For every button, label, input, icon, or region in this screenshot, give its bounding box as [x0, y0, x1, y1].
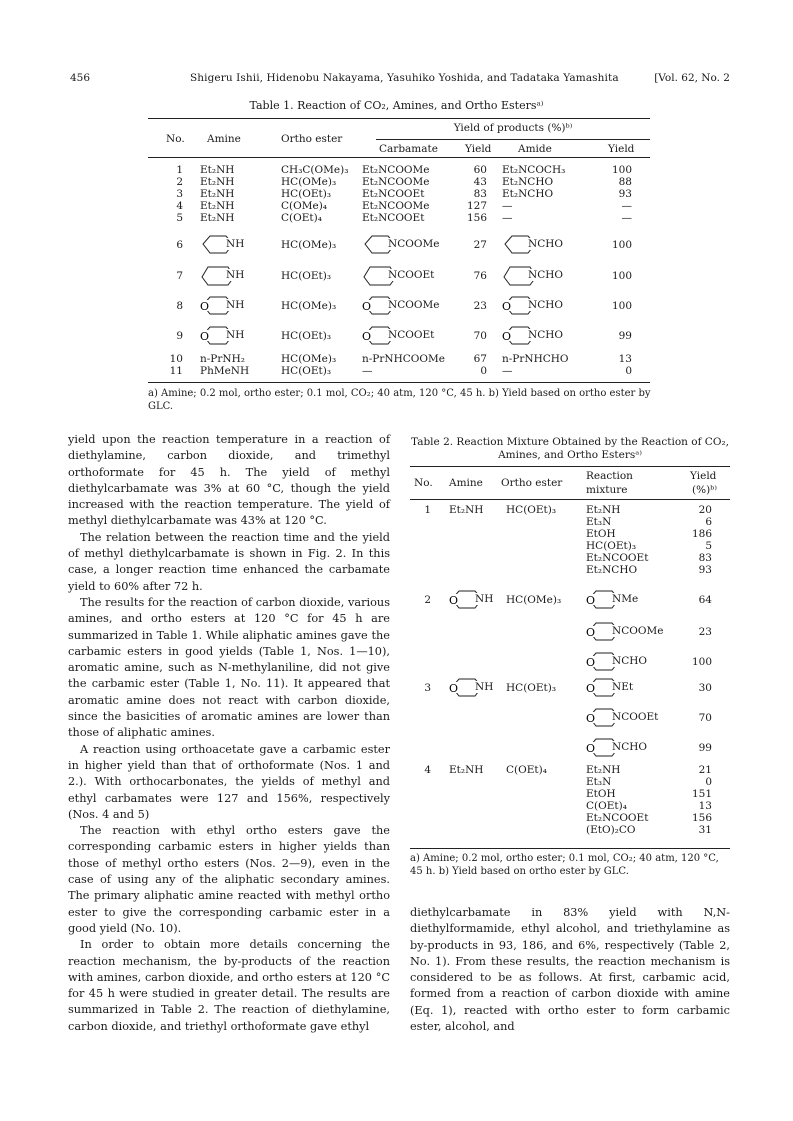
ring-substituent-label: NCHO — [528, 238, 563, 250]
ring-substituent-label: NEt — [612, 681, 634, 693]
carbamate-yield-cell: 43 — [473, 176, 487, 188]
table1-yield2-header: Yield — [608, 143, 635, 155]
amide-cell: — — [502, 365, 513, 377]
ring-substituent-label: NH — [475, 681, 494, 693]
amide-yield-cell: 99 — [618, 330, 632, 342]
mixture-component: EtOH — [586, 788, 616, 800]
mixture-yield: 100 — [691, 656, 712, 668]
ortho-ester-cell: C(OMe)₄ — [281, 200, 328, 212]
mixture-yield: 20 — [698, 504, 712, 516]
ortho-ester-cell: C(OEt)₄ — [506, 764, 547, 776]
ring-structure — [362, 263, 434, 287]
paragraph: yield upon the reaction temperature in a reaction of diethylamine, carbon dioxide, and trimethyl orthoformate for 45 h. The yield of methyl diethylcarbamate was 3% at 60 °C, though the yield increased with the reaction temperature. The yield of methyl diethylcarbamate was 43% at 120 °C. — [68, 433, 390, 528]
carbamate-yield-cell: 127 — [466, 200, 487, 212]
amine-cell: PhMeNH — [200, 365, 250, 377]
group-number: 1 — [424, 504, 431, 516]
mixture-yield: 93 — [698, 564, 712, 576]
ring-oxygen-label: O — [586, 682, 596, 695]
ring-substituent-label: NCOOEt — [612, 711, 659, 723]
mixture-yield: 13 — [698, 800, 712, 812]
mixture-component: (EtO)₂CO — [586, 824, 636, 836]
amide-cell: Et₂NCHO — [502, 188, 554, 200]
ring-substituent-label: NCHO — [528, 329, 563, 341]
group-number: 4 — [424, 764, 431, 776]
ortho-ester-cell: HC(OEt)₃ — [281, 330, 332, 342]
paragraph: The relation between the reaction time and the yield of methyl diethylcarbamate is shown in Fig. 2. In this case, a longer reaction time enhanced the carbamate yield to 60% after 72 h. — [68, 530, 390, 593]
author-line: Shigeru Ishii, Hidenobu Nakayama, Yasuhiko Yoshida, and Tadataka Yamashita — [190, 72, 619, 84]
table2-mix-header-2: mixture — [586, 484, 628, 496]
paragraph: In order to obtain more details concerning the reaction mechanism, the by-products of the reaction with amines, carbon dioxide, and ortho esters at 120 °C for 45 h were studied in greater detail. The results are summarized in Table 2. The reaction of diethylamine, carbon dioxide, and triethyl orthoformate gave ethyl — [68, 938, 390, 1033]
ring-oxygen-label: O — [200, 300, 210, 313]
carbamate-yield-cell: 60 — [473, 164, 487, 176]
mixture-component: HC(OEt)₃ — [586, 540, 637, 552]
carbamate-yield-cell: 83 — [473, 188, 487, 200]
table2-yield-header-1: Yield — [690, 470, 717, 482]
ring-substituent-label: NH — [226, 329, 245, 341]
ring-substituent-label: NCOOEt — [388, 269, 435, 281]
row-number: 6 — [176, 239, 183, 251]
ring-substituent-label: NMe — [612, 593, 639, 605]
table1-carbamate-header: Carbamate — [379, 143, 438, 155]
ortho-ester-cell: HC(OMe)₃ — [281, 176, 337, 188]
amide-yield-cell: 0 — [625, 365, 632, 377]
mixture-component: Et₃N — [586, 776, 612, 788]
table1-amide-header: Amide — [518, 143, 552, 155]
ortho-ester-cell: HC(OMe)₃ — [281, 353, 337, 365]
carbamate-cell — [362, 323, 434, 350]
row-number: 9 — [176, 330, 183, 342]
amine-cell: Et₂NH — [200, 188, 235, 200]
table2-header-rule — [410, 499, 730, 500]
mixture-component: Et₂NCHO — [586, 564, 638, 576]
amide-cell: Et₂NCHO — [502, 176, 554, 188]
ring-structure — [502, 323, 563, 347]
amine-cell — [200, 293, 244, 320]
amine-cell — [200, 263, 244, 290]
row-number: 8 — [176, 300, 183, 312]
paragraph: A reaction using orthoacetate gave a carbamic ester in higher yield than that of orthoformate (Nos. 1 and 2.). With orthocarbonates, the yields of methyl and ethyl carbamates were 127 and 156%, respectively (Nos. 4 and 5) — [68, 742, 390, 821]
ring-structure — [200, 293, 244, 317]
mixture-component: Et₃N — [586, 516, 612, 528]
mixture-yield: 99 — [698, 742, 712, 754]
ring-oxygen-label: O — [362, 330, 372, 343]
ortho-ester-cell: HC(OMe)₃ — [506, 594, 562, 606]
page-number: 456 — [70, 72, 91, 84]
amide-yield-cell: — — [621, 200, 632, 212]
carbamate-cell: Et₂NCOOEt — [362, 212, 425, 224]
ring-oxygen-label: O — [449, 682, 459, 695]
mixture-yield: 186 — [691, 528, 712, 540]
row-number: 2 — [176, 176, 183, 188]
ring-structure — [586, 735, 647, 759]
table2-top-rule — [410, 466, 730, 467]
amine-cell: Et₂NH — [449, 764, 484, 776]
table1-bottom-rule — [148, 382, 650, 383]
mixture-yield: 156 — [691, 812, 712, 824]
ring-substituent-label: NCOOMe — [388, 238, 440, 250]
carbamate-yield-cell: 23 — [473, 300, 487, 312]
table1-footnote: a) Amine; 0.2 mol, ortho ester; 0.1 mol, CO₂; 40 atm, 120 °C, 45 h. b) Yield based on ortho ester by GLC. — [148, 388, 651, 412]
mixture-yield: 6 — [705, 516, 712, 528]
table1-group-rule — [376, 139, 650, 140]
carbamate-cell — [362, 232, 439, 259]
amide-cell — [502, 263, 563, 290]
amide-yield-cell: 100 — [611, 270, 632, 282]
carbamate-cell — [362, 293, 439, 320]
row-number: 4 — [176, 200, 183, 212]
carbamate-yield-cell: 27 — [473, 239, 487, 251]
mixture-yield: 5 — [705, 540, 712, 552]
ring-substituent-label: NCOOMe — [388, 299, 440, 311]
row-number: 10 — [169, 353, 183, 365]
mixture-yield: 83 — [698, 552, 712, 564]
ring-substituent-label: NCHO — [528, 299, 563, 311]
mixture-component — [586, 619, 663, 646]
ortho-ester-cell: HC(OEt)₃ — [281, 270, 332, 282]
ring-structure — [586, 619, 663, 643]
amide-yield-cell: — — [621, 212, 632, 224]
carbamate-cell: Et₂NCOOMe — [362, 200, 430, 212]
row-number: 11 — [169, 365, 183, 377]
ring-structure — [502, 263, 563, 287]
amide-yield-cell: 100 — [611, 164, 632, 176]
amide-cell: — — [502, 212, 513, 224]
table2-ortho-header: Ortho ester — [501, 477, 563, 489]
running-header — [0, 72, 793, 88]
ring-oxygen-label: O — [449, 594, 459, 607]
amine-cell: Et₂NH — [200, 164, 235, 176]
ring-structure — [502, 232, 563, 256]
paragraph: The reaction with ethyl ortho esters gave the corresponding carbamic esters in higher yields than those of methyl ortho esters (Nos. 2—9), even in the case of using any of the aliphatic secondary amines. The primary aliphatic amine reacted with methyl ortho ester to give the corresponding carbamic ester in a good yield (No. 10). — [68, 824, 390, 935]
ring-structure — [200, 323, 244, 347]
amine-cell — [449, 675, 493, 702]
paragraph: The results for the reaction of carbon dioxide, various amines, and ortho esters at 120 °C for 45 h are summarized in Table 1. While aliphatic amines gave the carbamic esters in good yields (Table 1, Nos. 1—10), aromatic amine, such as N-methylaniline, did not give the carbamic ester (Table 1, No. 11). It appeared that aromatic amine does not react with carbon dioxide, since the basicities of aromatic amines are lower than those of aliphatic amines. — [68, 595, 390, 740]
ring-substituent-label: NH — [226, 238, 245, 250]
ring-oxygen-label: O — [586, 712, 596, 725]
ring-oxygen-label: O — [586, 656, 596, 669]
carbamate-cell: Et₂NCOOMe — [362, 164, 430, 176]
amide-yield-cell: 100 — [611, 300, 632, 312]
ring-structure — [362, 323, 434, 347]
amine-cell — [200, 323, 244, 350]
row-number: 3 — [176, 188, 183, 200]
mixture-component — [586, 587, 638, 614]
carbamate-cell: — — [362, 365, 373, 377]
amide-cell — [502, 323, 563, 350]
table2-bottom-rule — [410, 848, 730, 849]
row-number: 5 — [176, 212, 183, 224]
mixture-yield: 31 — [698, 824, 712, 836]
ring-structure — [200, 263, 244, 287]
ring-structure — [449, 675, 493, 699]
ring-oxygen-label: O — [362, 300, 372, 313]
ring-oxygen-label: O — [502, 300, 512, 313]
amide-yield-cell: 93 — [618, 188, 632, 200]
carbamate-cell: Et₂NCOOMe — [362, 176, 430, 188]
mixture-component: Et₂NH — [586, 504, 621, 516]
amide-cell — [502, 293, 563, 320]
row-number: 7 — [176, 270, 183, 282]
mixture-component: Et₂NCOOEt — [586, 812, 649, 824]
amine-cell: Et₂NH — [200, 200, 235, 212]
ring-structure — [449, 587, 493, 611]
ring-oxygen-label: O — [502, 330, 512, 343]
table2-amine-header: Amine — [449, 477, 483, 489]
ortho-ester-cell: HC(OEt)₃ — [281, 365, 332, 377]
table2-footnote: a) Amine; 0.2 mol, ortho ester; 0.1 mol, CO₂; 40 atm, 120 °C, 45 h. b) Yield based on ortho ester by GLC. — [410, 853, 719, 877]
amide-cell: — — [502, 200, 513, 212]
ring-substituent-label: NH — [226, 269, 245, 281]
amine-cell: Et₂NH — [449, 504, 484, 516]
group-number: 2 — [424, 594, 431, 606]
mixture-component — [586, 675, 633, 702]
ring-oxygen-label: O — [586, 626, 596, 639]
right-text-column — [410, 905, 730, 1035]
ring-oxygen-label: O — [586, 742, 596, 755]
mixture-component — [586, 735, 647, 762]
ring-substituent-label: NCHO — [528, 269, 563, 281]
carbamate-cell: n-PrNHCOOMe — [362, 353, 445, 365]
mixture-yield: 23 — [698, 626, 712, 638]
carbamate-yield-cell: 156 — [466, 212, 487, 224]
ring-structure — [586, 675, 633, 699]
carbamate-yield-cell: 0 — [480, 365, 487, 377]
table2-mix-header-1: Reaction — [586, 470, 633, 482]
ring-structure — [502, 293, 563, 317]
amide-cell: n-PrNHCHO — [502, 353, 569, 365]
mixture-yield: 70 — [698, 712, 712, 724]
table2-no-header: No. — [414, 477, 433, 489]
amide-cell: Et₂NCOCH₃ — [502, 164, 566, 176]
ring-substituent-label: NCHO — [612, 741, 647, 753]
ring-structure — [362, 293, 439, 317]
amine-cell: Et₂NH — [200, 212, 235, 224]
ortho-ester-cell: C(OEt)₄ — [281, 212, 322, 224]
table1-ortho-header: Ortho ester — [281, 133, 343, 145]
ring-oxygen-label: O — [200, 330, 210, 343]
table1-header-rule — [148, 157, 650, 158]
mixture-component: Et₂NH — [586, 764, 621, 776]
ring-structure — [362, 232, 439, 256]
carbamate-cell: Et₂NCOOEt — [362, 188, 425, 200]
table2-caption: Table 2. Reaction Mixture Obtained by the Reaction of CO₂, Amines, and Ortho Estersᵃ⁾ — [411, 436, 729, 461]
amine-cell — [200, 232, 244, 259]
paragraph: diethylcarbamate in 83% yield with N,N-diethylformamide, ethyl alcohol, and triethylamine as by-products in 93, 186, and 6%, respectively (Table 2, No. 1). From these results, the reaction mechanism is considered to be as follows. At first, carbamic acid, formed from a reaction of carbon dioxide with amine (Eq. 1), reacted with ortho ester to form carbamic ester, alcohol, and — [410, 906, 730, 1034]
ring-structure — [586, 705, 658, 729]
mixture-component: EtOH — [586, 528, 616, 540]
carbamate-yield-cell: 70 — [473, 330, 487, 342]
mixture-yield: 151 — [691, 788, 712, 800]
ring-structure — [200, 232, 244, 256]
ortho-ester-cell: CH₃C(OMe)₃ — [281, 164, 349, 176]
amide-yield-cell: 100 — [611, 239, 632, 251]
ring-substituent-label: NH — [475, 593, 494, 605]
amine-cell: Et₂NH — [200, 176, 235, 188]
ortho-ester-cell: HC(OMe)₃ — [281, 300, 337, 312]
table1-top-rule — [148, 118, 650, 119]
amide-cell — [502, 232, 563, 259]
group-number: 3 — [424, 682, 431, 694]
table1-amine-header: Amine — [207, 133, 241, 145]
mixture-component: Et₂NCOOEt — [586, 552, 649, 564]
ring-substituent-label: NCOOMe — [612, 625, 664, 637]
row-number: 1 — [176, 164, 183, 176]
mixture-yield: 21 — [698, 764, 712, 776]
table1-yield1-header: Yield — [465, 143, 492, 155]
mixture-yield: 64 — [698, 594, 712, 606]
table1-yield-group-header: Yield of products (%)ᵇ⁾ — [453, 122, 573, 134]
table2-yield-header-2: (%)ᵇ⁾ — [692, 484, 717, 496]
ortho-ester-cell: HC(OEt)₃ — [281, 188, 332, 200]
table1-no-header: No. — [166, 133, 185, 145]
table1-caption: Table 1. Reaction of CO₂, Amines, and Ortho Estersᵃ⁾ — [249, 99, 544, 112]
mixture-yield: 0 — [705, 776, 712, 788]
mixture-component — [586, 705, 658, 732]
ortho-ester-cell: HC(OEt)₃ — [506, 682, 557, 694]
ring-substituent-label: NH — [226, 299, 245, 311]
left-text-column — [68, 432, 390, 1035]
ring-substituent-label: NCOOEt — [388, 329, 435, 341]
carbamate-cell — [362, 263, 434, 290]
amide-yield-cell: 13 — [618, 353, 632, 365]
ortho-ester-cell: HC(OEt)₃ — [506, 504, 557, 516]
ring-structure — [586, 587, 638, 611]
ortho-ester-cell: HC(OMe)₃ — [281, 239, 337, 251]
carbamate-yield-cell: 67 — [473, 353, 487, 365]
amide-yield-cell: 88 — [618, 176, 632, 188]
mixture-yield: 30 — [698, 682, 712, 694]
carbamate-yield-cell: 76 — [473, 270, 487, 282]
amine-cell — [449, 587, 493, 614]
ring-substituent-label: NCHO — [612, 655, 647, 667]
ring-oxygen-label: O — [586, 594, 596, 607]
amine-cell: n-PrNH₂ — [200, 353, 245, 365]
ring-structure — [586, 649, 647, 673]
mixture-component: C(OEt)₄ — [586, 800, 627, 812]
mixture-component — [586, 649, 647, 676]
volume-info: [Vol. 62, No. 2 — [654, 72, 730, 84]
